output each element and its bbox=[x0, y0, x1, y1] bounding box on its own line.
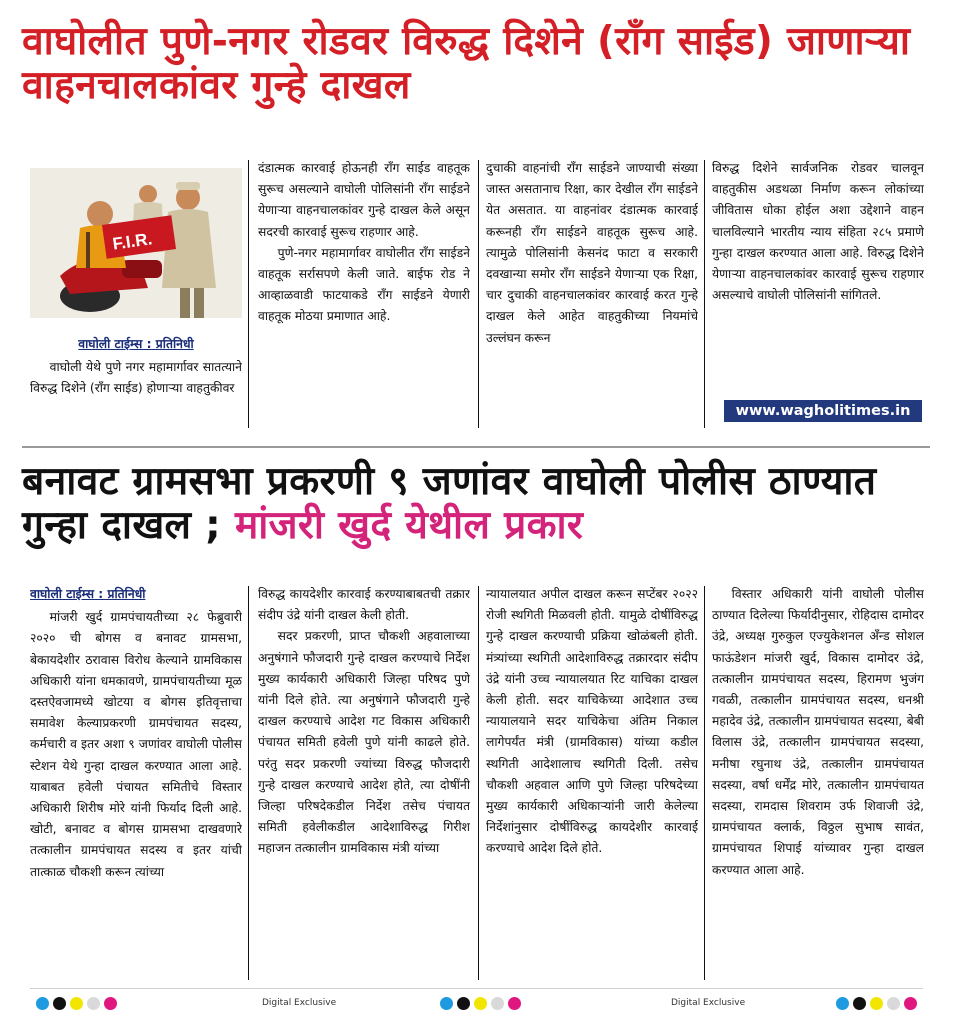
article2-headline-main: बनावट ग्रामसभा प्रकरणी ९ जणांवर वाघोली पोलीस ठाण्यात गुन्हा दाखल ; bbox=[22, 459, 877, 548]
article2-col1-text: मांजरी खुर्द ग्रामपंचायतीच्या २८ फेब्रुवारी २०२० ची बोगस व बनावट ग्रामसभा, बेकायदेशीर ठरावास विरोध केल्याने ग्रामविकास अधिकारी यांना धमकावणे, ग्रामपंचायतीच्या मूळ दस्तऐवजामध्ये खोटया व बोगस इतिवृत्ताचा समावेश केल्याप्रकरणी ग्रामपंचायत सदस्य, कर्मचारी व इतर अशा ९ जणांवर वाघोली पोलीस स्टेशन येथे गुन्हा दाखल करण्यात आला आहे. याबाबत हवेली पंचायत समितीचे विस्तार अधिकारी शिरीष मोरे यांनी फिर्याद दिली आहे. खोटी, बनावट व बोगस ग्रामसभा दाखवणारे तत्कालीन ग्रामपंचायत सदस्य व इतर यांची तात्काळ चौकशी करून त्यांच्या bbox=[30, 610, 242, 879]
registration-dot-magenta bbox=[904, 997, 917, 1010]
registration-dots-center bbox=[440, 997, 521, 1010]
registration-dot-cyan bbox=[836, 997, 849, 1010]
registration-dot-yellow bbox=[474, 997, 487, 1010]
registration-dot-black bbox=[53, 997, 66, 1010]
fir-illustration bbox=[30, 168, 242, 318]
article1-headline: वाघोलीत पुणे-नगर रोडवर विरुद्ध दिशेने (रॉंग साईड) जाणाऱ्या वाहनचालकांवर गुन्हे दाखल bbox=[22, 19, 911, 108]
article2-column-2 bbox=[258, 584, 470, 982]
column-divider bbox=[704, 586, 705, 980]
article1-col1-text: वाघोली येथे पुणे नगर महामार्गावर सातत्याने विरुद्ध दिशेने (रॉंग साईड) होणाऱ्या वाहतुकीवर bbox=[30, 360, 242, 396]
article1-col2-para1: दंडात्मक कारवाई होऊनही रॉंग साईड वाहतूक सुरूच असल्याने वाघोली पोलिसांनी रॉंग साईडने येणाऱ्या वाहनचालकांवर गुन्हे दाखल केले असून सदरची कारवाई सुरूच राहणार आहे. bbox=[258, 161, 470, 239]
registration-dot-cyan bbox=[36, 997, 49, 1010]
article2-col2-para1: विरुद्ध कायदेशीर कारवाई करण्याबाबतची तक्रार संदीप उंद्रे यांनी दाखल केली होती. bbox=[258, 587, 470, 623]
registration-dot-magenta bbox=[508, 997, 521, 1010]
website-link[interactable]: www.wagholitimes.in bbox=[724, 400, 922, 422]
section-separator bbox=[22, 446, 930, 448]
footer-rule bbox=[30, 988, 923, 989]
footer-label-left: Digital Exclusive bbox=[262, 998, 337, 1008]
article1-col2-para2: पुणे-नगर महामार्गावर वाघोलीत रॉंग साईडने वाहतूक सर्रासपणे केली जाते. बाईफ रोड ने आव्हाळवाडी फाटयाकडे रॉंग साईडने येणारी वाहतूक मोठया प्रमाणात आहे. bbox=[258, 245, 470, 324]
footer-label-right: Digital Exclusive bbox=[671, 998, 746, 1008]
fir-sign: F.I.R. bbox=[111, 229, 154, 254]
article2-column-3 bbox=[486, 584, 698, 982]
registration-dots-left bbox=[36, 997, 117, 1010]
registration-dot-magenta bbox=[104, 997, 117, 1010]
registration-dot-grey bbox=[87, 997, 100, 1010]
registration-dot-yellow bbox=[70, 997, 83, 1010]
registration-dot-grey bbox=[887, 997, 900, 1010]
registration-dot-black bbox=[457, 997, 470, 1010]
article2-headline bbox=[22, 460, 933, 547]
registration-dot-yellow bbox=[870, 997, 883, 1010]
column-divider bbox=[478, 160, 479, 428]
registration-dot-black bbox=[853, 997, 866, 1010]
article2-headline-tail: मांजरी खुर्द येथील प्रकार bbox=[234, 502, 584, 548]
article1-col3-text: दुचाकी वाहनांची रॉंग साईडने जाण्याची संख्या जास्त असतानाच रिक्षा, कार देखील रॉंग साईडने येत असतात. या वाहनांवर दंडात्मक कारवाई करूनही रॉंग साईडने वाहतूक सुरूच आहे. त्यामुळे पोलिसांनी केसनंद फाटा व सरकारी दवखान्या समोर रॉंग साईडने येणाऱ्या एक रिक्षा, चार दुचाकी वाहनचालकांवर कारवाई करत गुन्हे दाखल केले आहेत वाहतुकीच्या नियमांचे उल्लंघन करून bbox=[486, 161, 698, 345]
registration-dot-grey bbox=[491, 997, 504, 1010]
article2-byline: वाघोली टाईम्स : प्रतिनिधी bbox=[30, 587, 146, 601]
article1-col4-text: विरुद्ध दिशेने सार्वजनिक रोडवर चालवून वाहतुकीस अडथळा निर्माण करून लोकांच्या जीवितास धोका होईल अशा उद्देशाने वाहन चालविल्याने भारतीय न्याय संहिता २८५ प्रमाणे गुन्हा दाखल करण्यात आला आहे. विरुद्ध दिशेने येणाऱ्या वाहनचालकांवर कारवाई सुरूच राहणार असल्याचे वाघोली पोलिसांनी सांगितले. bbox=[712, 161, 924, 303]
article1-column-3 bbox=[486, 158, 698, 430]
column-divider bbox=[704, 160, 705, 428]
column-divider bbox=[478, 586, 479, 980]
article1-byline: वाघोली टाईम्स : प्रतिनिधी bbox=[78, 337, 194, 351]
article2-col3-text: न्यायालयात अपील दाखल करून सप्टेंबर २०२२ रोजी स्थगिती मिळवली होती. यामुळे दोषींविरुद्ध गुन्हे दाखल करण्याची प्रक्रिया खोळंबली होती. मंत्र्यांच्या स्थगिती आदेशाविरुद्ध तक्रारदार संदीप उंद्रे यांनी उच्च न्यायालयात रिट याचिका दाखल केली होती. सदर याचिकेच्या आदेशात उच्च न्यायालयाने सदर याचिकेचा अंतिम निकाल लागेपर्यंत मंत्री (ग्रामविकास) यांच्या कडील स्थगिती आदेशालाच स्थगिती दिली. तसेच चौकशी अहवाल आणि पुणे जिल्हा परिषदेच्या मुख्य कार्यकारी अधिकाऱ्यांनी जारी केलेल्या निर्देशांनुसार दोषींविरुद्ध कायदेशीर कारवाई करण्याचे आदेश दिले होते. bbox=[486, 587, 698, 856]
registration-dots-right bbox=[836, 997, 917, 1010]
registration-dot-cyan bbox=[440, 997, 453, 1010]
fir-illustration-svg bbox=[30, 168, 242, 318]
article2-column-1 bbox=[30, 584, 242, 982]
article2-column-4 bbox=[712, 584, 924, 982]
column-divider bbox=[248, 586, 249, 980]
article2-col4-text: विस्तार अधिकारी यांनी वाघोली पोलीस ठाण्यात दिलेल्या फिर्यादीनुसार, रोहिदास दामोदर उंद्रे, अध्यक्ष गुरुकुल एज्युकेशनल अँन्ड सोशल फाऊंडेशन मांजरी खुर्द, विकास दामोदर उंद्रे, तत्कालीन ग्रामपंचायत सदस्य, हिरामण भुजंग गवळी, तत्कालीन ग्रामपंचायत सदस्य, धनश्री महादेव उंद्रे, तत्कालीन ग्रामपंचायत सदस्या, बेबी विलास उंद्रे, तत्कालीन ग्रामपंचायत सदस्या, मनीषा रघुनाथ उंद्रे, तत्कालीन ग्रामपंचायत सदस्या, वर्षा धर्मेंद्र मोरे, तत्कालीन ग्रामपंचायत सदस्या, रामदास शिवराम उर्फ शिवाजी उंद्रे, ग्रामपंचायत क्लार्क, विठ्ठल सुभाष सावंत, ग्रामपंचायत शिपाई यांच्यावर गुन्हा दाखल करण्यात आला आहे. bbox=[712, 587, 924, 877]
article1-column-2 bbox=[258, 158, 470, 430]
article1-column-4 bbox=[712, 158, 924, 396]
article1-column-1 bbox=[30, 334, 242, 430]
column-divider bbox=[248, 160, 249, 428]
article2-col2-para2: सदर प्रकरणी, प्राप्त चौकशी अहवालाच्या अनुषंगाने फौजदारी गुन्हे दाखल करण्याचे निर्देश मुख्य कार्यकारी अधिकारी जिल्हा परिषद पुणे यांनी दिले होते. त्या अनुषंगाने फौजदारी गुन्हे दाखल करण्याचे आदेश गट विकास अधिकारी पंचायत समिती हवेली पुणे यांनी काढले होते. परंतु सदर प्रकरणी ज्यांच्या विरुद्ध फौजदारी गुन्हे दाखल करण्याचे आदेश होते, त्या दोषींनी जिल्हा परिषदेकडील निर्देश तसेच पंचायत समिती हवेलीकडील आदेशाविरुद्ध गिरीश महाजन तत्कालीन ग्रामविकास मंत्री यांच्या bbox=[258, 629, 470, 856]
